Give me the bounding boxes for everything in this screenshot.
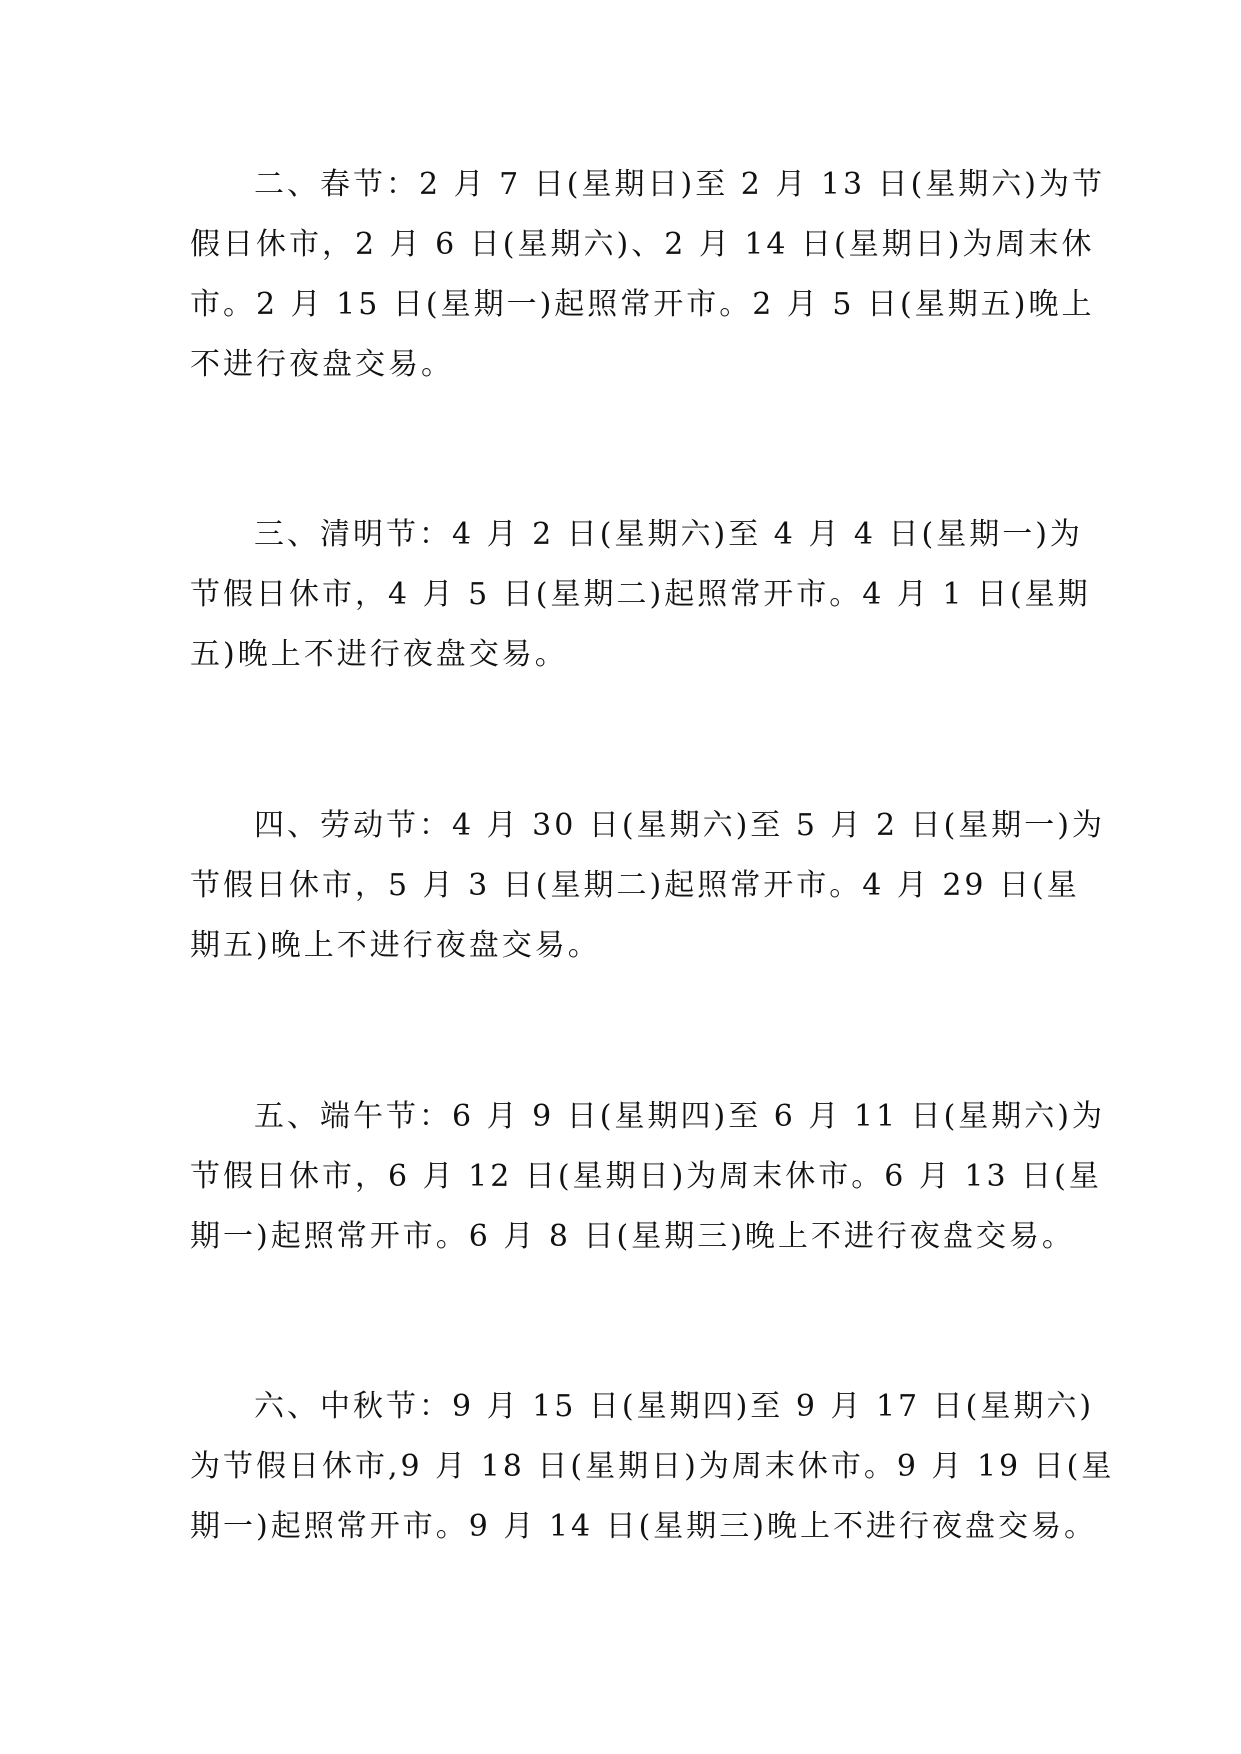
paragraph-line: 期一)起照常开市。9 月 14 日(星期三)晚上不进行夜盘交易。 xyxy=(190,1509,1097,1544)
paragraph-line: 三、清明节：4 月 2 日(星期六)至 4 月 4 日(星期一)为 xyxy=(254,517,1083,552)
paragraph-qingming-festival xyxy=(190,505,1091,685)
paragraph-line: 五、端午节：6 月 9 日(星期四)至 6 月 11 日(星期六)为 xyxy=(254,1099,1106,1134)
paragraph-line: 假日休市，2 月 6 日(星期六)、2 月 14 日(星期日)为周末休 xyxy=(190,227,1095,262)
paragraph-line: 期一)起照常开市。6 月 8 日(星期三)晚上不进行夜盘交易。 xyxy=(190,1219,1075,1254)
paragraph-line: 为节假日休市,9 月 18 日(星期日)为周末休市。9 月 19 日(星 xyxy=(190,1449,1115,1484)
paragraph-line: 节假日休市，5 月 3 日(星期二)起照常开市。4 月 29 日(星 xyxy=(190,868,1080,903)
paragraph-line: 不进行夜盘交易。 xyxy=(190,347,454,382)
paragraph-line: 市。2 月 15 日(星期一)起照常开市。2 月 5 日(星期五)晚上 xyxy=(190,287,1095,322)
paragraph-line: 二、春节：2 月 7 日(星期日)至 2 月 13 日(星期六)为节 xyxy=(254,167,1106,202)
paragraph-line: 节假日休市，4 月 5 日(星期二)起照常开市。4 月 1 日(星期 xyxy=(190,577,1091,612)
paragraph-line: 六、中秋节：9 月 15 日(星期四)至 9 月 17 日(星期六) xyxy=(254,1389,1095,1424)
paragraph-mid-autumn-festival xyxy=(190,1377,1115,1557)
paragraph-line: 五)晚上不进行夜盘交易。 xyxy=(190,637,568,672)
paragraph-dragon-boat-festival xyxy=(190,1087,1106,1267)
paragraph-labor-day xyxy=(190,796,1106,976)
paragraph-line: 四、劳动节：4 月 30 日(星期六)至 5 月 2 日(星期一)为 xyxy=(254,808,1106,843)
paragraph-line: 期五)晚上不进行夜盘交易。 xyxy=(190,928,601,963)
paragraph-line: 节假日休市，6 月 12 日(星期日)为周末休市。6 月 13 日(星 xyxy=(190,1159,1102,1194)
paragraph-spring-festival xyxy=(190,155,1106,395)
